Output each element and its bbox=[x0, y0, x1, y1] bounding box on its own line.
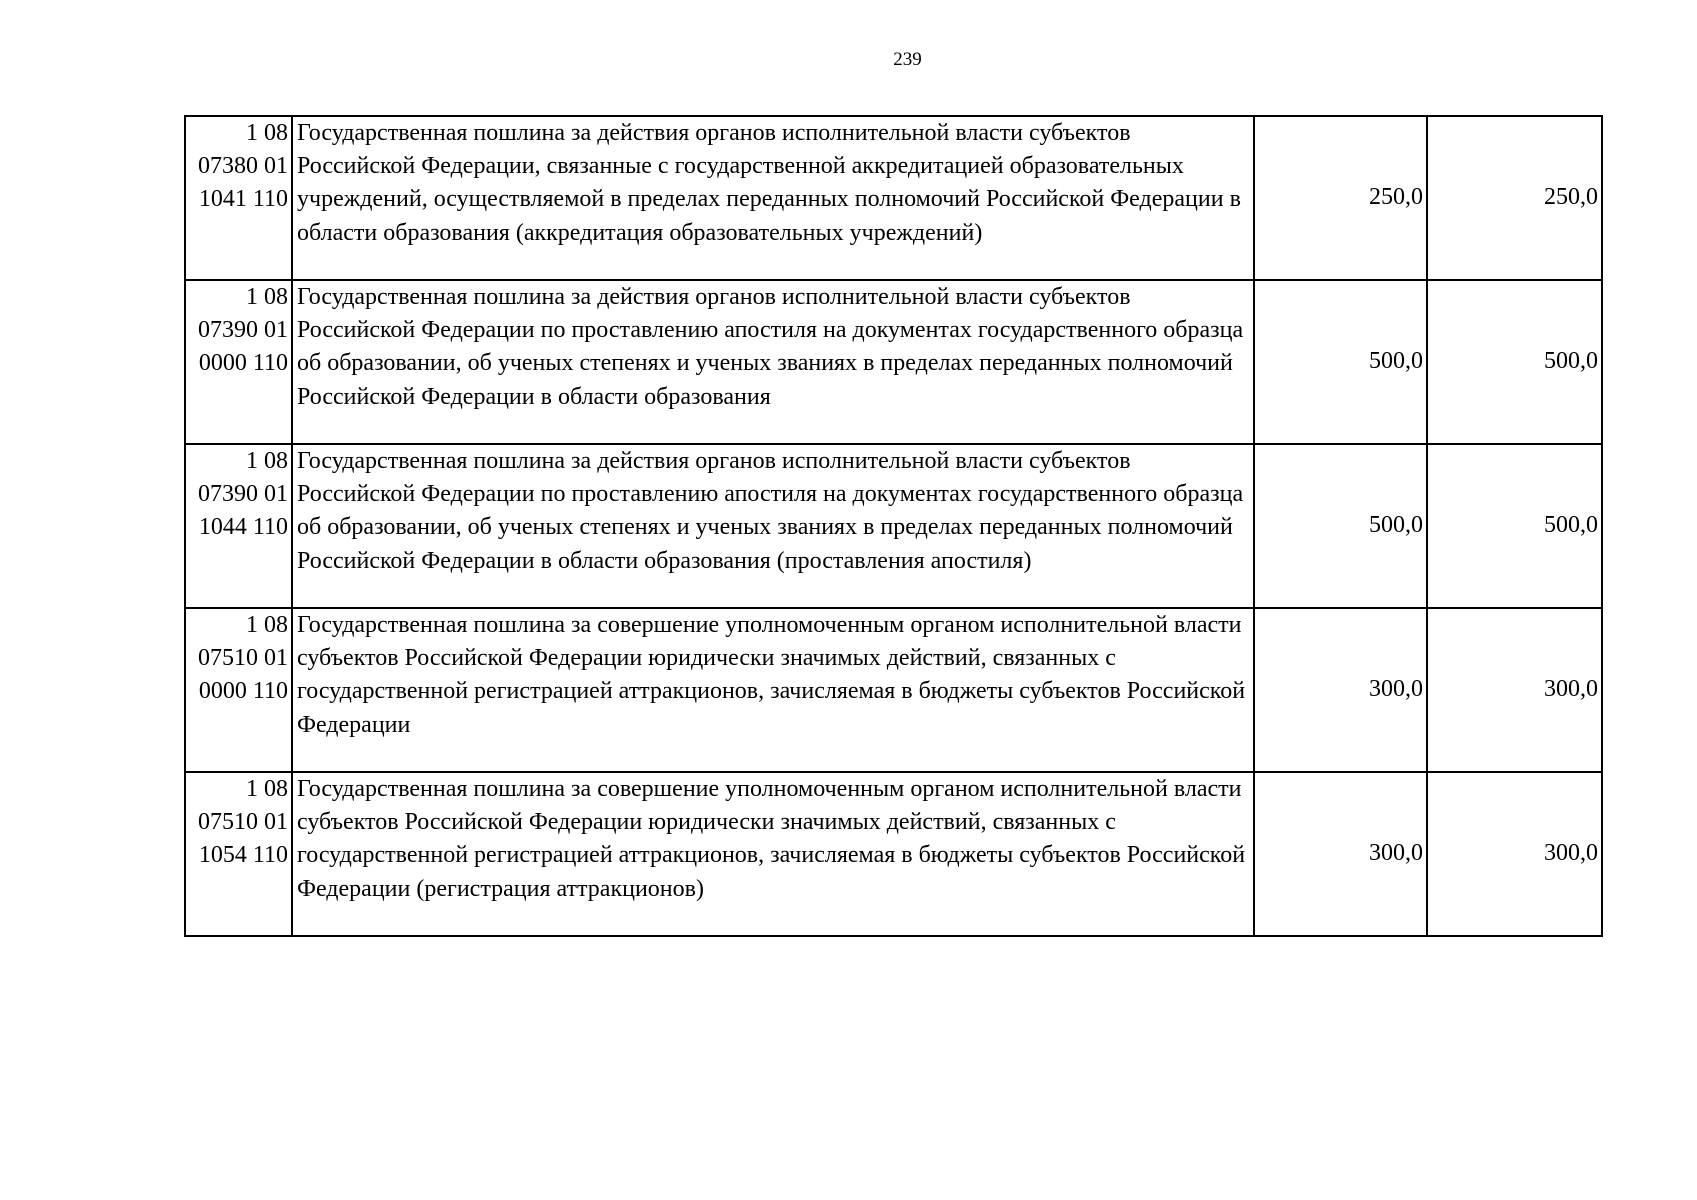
value-cell-1: 300,0 bbox=[1254, 608, 1427, 772]
budget-code-cell bbox=[185, 608, 292, 772]
table-row bbox=[185, 608, 1602, 772]
budget-code-line: 0000 110 bbox=[198, 350, 288, 377]
budget-code-line: 07390 01 bbox=[198, 317, 288, 344]
page-number: 239 bbox=[893, 49, 922, 70]
budget-code-cell bbox=[185, 116, 292, 280]
budget-code-cell bbox=[185, 444, 292, 608]
value-cell-2: 500,0 bbox=[1427, 444, 1602, 608]
budget-code-cell bbox=[185, 772, 292, 936]
value-cell-1: 300,0 bbox=[1254, 772, 1427, 936]
budget-code-cell bbox=[185, 280, 292, 444]
value-cell-2: 250,0 bbox=[1427, 116, 1602, 280]
budget-code-line: 07390 01 bbox=[198, 481, 288, 508]
description-cell: Государственная пошлина за совершение уполномоченным органом исполнительной власти субъектов Российской Федерации юридически значимых действий, связанных с государственной регистрацией аттракционов, зачисляемая в бюджеты субъектов Российской Федерации bbox=[292, 608, 1254, 772]
budget-code-line: 1 08 bbox=[246, 776, 288, 802]
value-cell-1: 250,0 bbox=[1254, 116, 1427, 280]
value-cell-2: 300,0 bbox=[1427, 772, 1602, 936]
description-cell: Государственная пошлина за действия органов исполнительной власти субъектов Российской Федерации по проставлению апостиля на документах государственного образца об образовании, об ученых степенях и ученых званиях в пределах переданных полномочий Российской Федерации в области образования (проставления апостиля) bbox=[292, 444, 1254, 608]
budget-code-line: 1 08 bbox=[246, 612, 288, 638]
budget-code-line: 1 08 bbox=[246, 284, 288, 310]
budget-code-line: 1 08 bbox=[246, 448, 288, 474]
budget-code-line: 07510 01 bbox=[198, 645, 288, 672]
value-cell-2: 500,0 bbox=[1427, 280, 1602, 444]
budget-code-line: 1 08 bbox=[246, 120, 288, 146]
table-row bbox=[185, 116, 1602, 280]
budget-code-line: 0000 110 bbox=[198, 678, 288, 705]
table-row bbox=[185, 444, 1602, 608]
budget-code-line: 07380 01 bbox=[198, 153, 288, 180]
table-row bbox=[185, 772, 1602, 936]
budget-code-line: 1044 110 bbox=[198, 514, 288, 541]
value-cell-1: 500,0 bbox=[1254, 280, 1427, 444]
table-row bbox=[185, 280, 1602, 444]
budget-code-line: 1041 110 bbox=[198, 186, 288, 213]
value-cell-1: 500,0 bbox=[1254, 444, 1427, 608]
description-cell: Государственная пошлина за совершение уполномоченным органом исполнительной власти субъектов Российской Федерации юридически значимых действий, связанных с государственной регистрацией аттракционов, зачисляемая в бюджеты субъектов Российской Федерации (регистрация аттракционов) bbox=[292, 772, 1254, 936]
budget-code-line: 07510 01 bbox=[198, 809, 288, 836]
value-cell-2: 300,0 bbox=[1427, 608, 1602, 772]
description-cell: Государственная пошлина за действия органов исполнительной власти субъектов Российской Федерации, связанные с государственной аккредитацией образовательных учреждений, осуществляемой в пределах переданных полномочий Российской Федерации в области образования (аккредитация образовательных учреждений) bbox=[292, 116, 1254, 280]
budget-table bbox=[184, 115, 1603, 937]
budget-code-line: 1054 110 bbox=[198, 842, 288, 869]
description-cell: Государственная пошлина за действия органов исполнительной власти субъектов Российской Федерации по проставлению апостиля на документах государственного образца об образовании, об ученых степенях и ученых званиях в пределах переданных полномочий Российской Федерации в области образования bbox=[292, 280, 1254, 444]
